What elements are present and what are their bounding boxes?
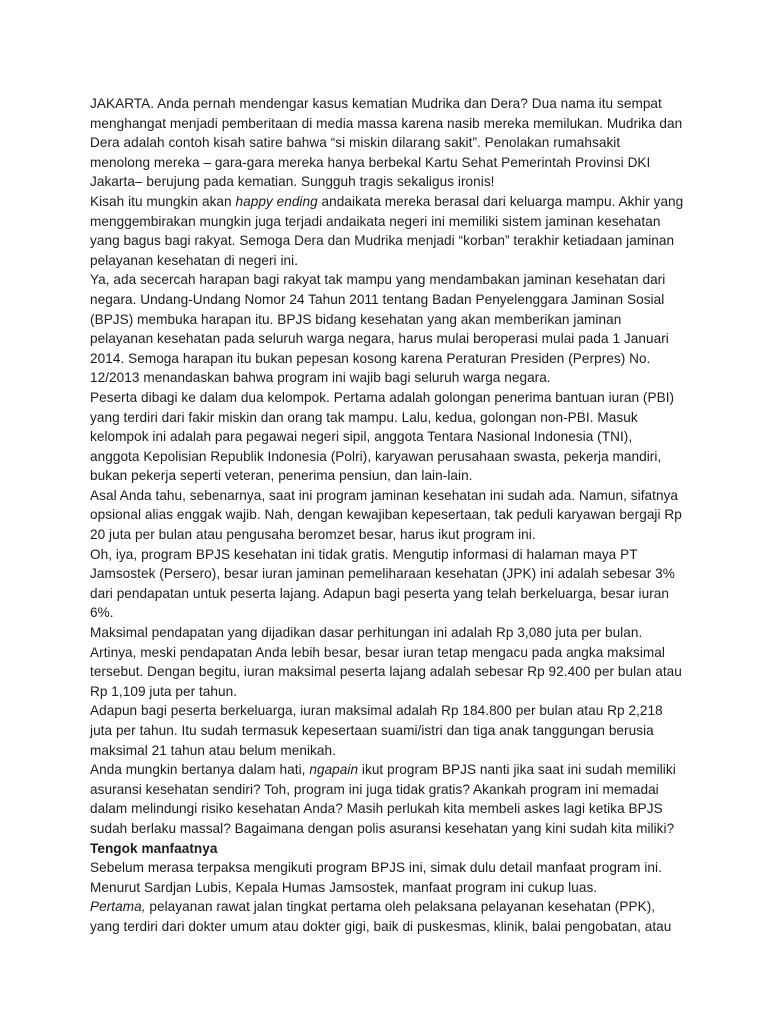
text-line: Peserta dibagi ke dalam dua kelompok. Pertama adalah golongan penerima bantuan iuran (PBI) (90, 389, 675, 405)
text-line: menghangat menjadi pemberitaan di media massa karena nasib mereka memilukan. Mudrika dan (90, 115, 683, 131)
paragraph-intro (90, 94, 690, 192)
italic-text: ngapain (309, 762, 359, 778)
text-line: kelompok ini adalah para pegawai negeri sipil, anggota Tentara Nasional Indonesia (TNI), (90, 429, 633, 445)
paragraph-family-fee (90, 701, 690, 760)
paragraph-bpjs-law (90, 270, 690, 388)
text-line: yang terdiri dari dokter umum atau dokter gigi, baik di puskesmas, klinik, balai pengobatan, atau (90, 918, 672, 934)
text-line: 6%. (90, 605, 114, 621)
text-line: opsional alias enggak wajib. Nah, dengan kewajiban kepesertaan, tak peduli karyawan bergaji Rp (90, 507, 682, 523)
text-line: pelayanan kesehatan di negeri ini. (90, 252, 299, 268)
text-line: 12/2013 menandaskan bahwa program ini wajib bagi seluruh warga negara. (90, 370, 551, 386)
text-line: JAKARTA. Anda pernah mendengar kasus kematian Mudrika dan Dera? Dua nama itu sempat (90, 96, 662, 111)
paragraph-first-benefit (90, 897, 690, 936)
paragraph-contribution (90, 545, 690, 623)
text-line: dalam melindungi risiko kesehatan Anda? Masih perlukah kita membeli askes lagi ketika BPJS (90, 801, 663, 817)
text-line (90, 192, 690, 212)
italic-text: Pertama, (90, 899, 146, 915)
text-line: Ya, ada secercah harapan bagi rakyat tak mampu yang mendambakan jaminan kesehatan dari (90, 272, 666, 288)
text-line: Artinya, meski pendapatan Anda lebih besar, besar iuran tetap mengacu pada angka maksimal (90, 644, 665, 660)
text-run: andaikata mereka berasal dari keluarga mampu. Akhir yang (317, 193, 684, 209)
text-line: yang bagus bagi rakyat. Semoga Dera dan Mudrika menjadi “korban” terakhir ketiadaan jaminan (90, 233, 675, 249)
text-line: anggota Kepolisian Republik Indonesia (Polri), karyawan perusahaan swasta, pekerja mandiri, (90, 448, 662, 464)
text-run: pelayanan rawat jalan tingkat pertama oleh pelaksana pelayanan kesehatan (PPK), (145, 899, 656, 915)
text-line: 2014. Semoga harapan itu bukan pepesan kosong karena Peraturan Presiden (Perpres) No. (90, 350, 651, 366)
text-line: sudah berlaku massal? Bagaimana dengan polis asuransi kesehatan yang kini sudah kita miliki? (90, 820, 675, 836)
paragraph-happy-ending (90, 192, 690, 270)
text-line: (BPJS) membuka harapan itu. BPJS bidang kesehatan yang akan memberikan jaminan (90, 311, 622, 327)
paragraph-participants (90, 388, 690, 486)
text-line: juta per tahun. Itu sudah termasuk kepesertaan suami/istri dan tiga anak tanggungan berusia (90, 723, 654, 738)
text-line: negara. Undang-Undang Nomor 24 Tahun 2011 tentang Badan Penyelenggara Jaminan Sosial (90, 291, 665, 307)
text-line: Asal Anda tahu, sebenarnya, saat ini program jaminan kesehatan ini sudah ada. Namun, sifatnya (90, 487, 679, 503)
paragraph-max-income (90, 623, 690, 643)
text-line (90, 760, 690, 780)
text-line: 20 juta per bulan atau pengusaha beromzet besar, harus ikut program ini. (90, 527, 536, 543)
text-line: tersebut. Dengan begitu, iuran maksimal peserta lajang adalah sebesar Rp 92.400 per bulan atau (90, 664, 682, 680)
text-line: Menurut Sardjan Lubis, Kepala Humas Jamsostek, manfaat program ini cukup luas. (90, 879, 598, 895)
text-line: bukan pekerja seperti veteran, penerima pensiun, dan lain-lain. (90, 468, 473, 484)
text-line: maksimal 21 tahun atau belum menikah. (90, 742, 336, 758)
paragraph-single-fee (90, 643, 690, 702)
italic-text: happy ending (235, 193, 318, 209)
text-line: menolong mereka – gara-gara mereka hanya berbekal Kartu Sehat Pemerintah Provinsi DKI (90, 154, 651, 170)
paragraph-benefits-intro (90, 858, 690, 897)
text-line: dari pendapatan untuk peserta lajang. Adapun bagi peserta yang telah berkeluarga, besar iuran (90, 585, 670, 601)
text-line: menggembirakan mungkin juga terjadi andaikata negeri ini memiliki sistem jaminan kesehatan (90, 213, 661, 229)
text-line: Jakarta– berujung pada kematian. Sungguh tragis sekaligus ironis! (90, 174, 495, 190)
text-run: ikut program BPJS nanti jika saat ini sudah memiliki (358, 762, 676, 778)
text-line: Rp 1,109 juta per tahun. (90, 683, 238, 699)
text-line: Adapun bagi peserta berkeluarga, iuran maksimal adalah Rp 184.800 per bulan atau Rp 2,218 (90, 703, 663, 719)
text-run: Anda mungkin bertanya dalam hati, (90, 762, 310, 778)
section-heading: Tengok manfaatnya (90, 840, 218, 856)
text-line: yang terdiri dari fakir miskin dan orang tak mampu. Lalu, kedua, golongan non-PBI. Masuk (90, 409, 638, 425)
document-page (90, 94, 690, 937)
paragraph-mandatory (90, 486, 690, 545)
text-line: Sebelum merasa terpaksa mengikuti program BPJS ini, simak dulu detail manfaat program ini. (90, 860, 662, 876)
text-line: asuransi kesehatan sendiri? Toh, program ini juga tidak gratis? Akankah program ini memadai (90, 781, 659, 797)
text-line: pelayanan kesehatan pada seluruh warga negara, harus mulai beroperasi mulai pada 1 Januari (90, 331, 669, 347)
text-line (90, 897, 690, 917)
text-line: Dera adalah contoh kisah satire bahwa “si miskin dilarang sakit”. Penolakan rumahsakit (90, 135, 621, 151)
text-line: Jamsostek (Persero), besar iuran jaminan pemeliharaan kesehatan (JPK) ini adalah sebesar 3% (90, 566, 675, 582)
paragraph-questions (90, 760, 690, 838)
text-line: Oh, iya, program BPJS kesehatan ini tidak gratis. Mengutip informasi di halaman maya PT (90, 546, 638, 562)
text-run: Kisah itu mungkin akan (90, 193, 236, 209)
text-line: Maksimal pendapatan yang dijadikan dasar perhitungan ini adalah Rp 3,080 juta per bulan. (90, 625, 643, 641)
